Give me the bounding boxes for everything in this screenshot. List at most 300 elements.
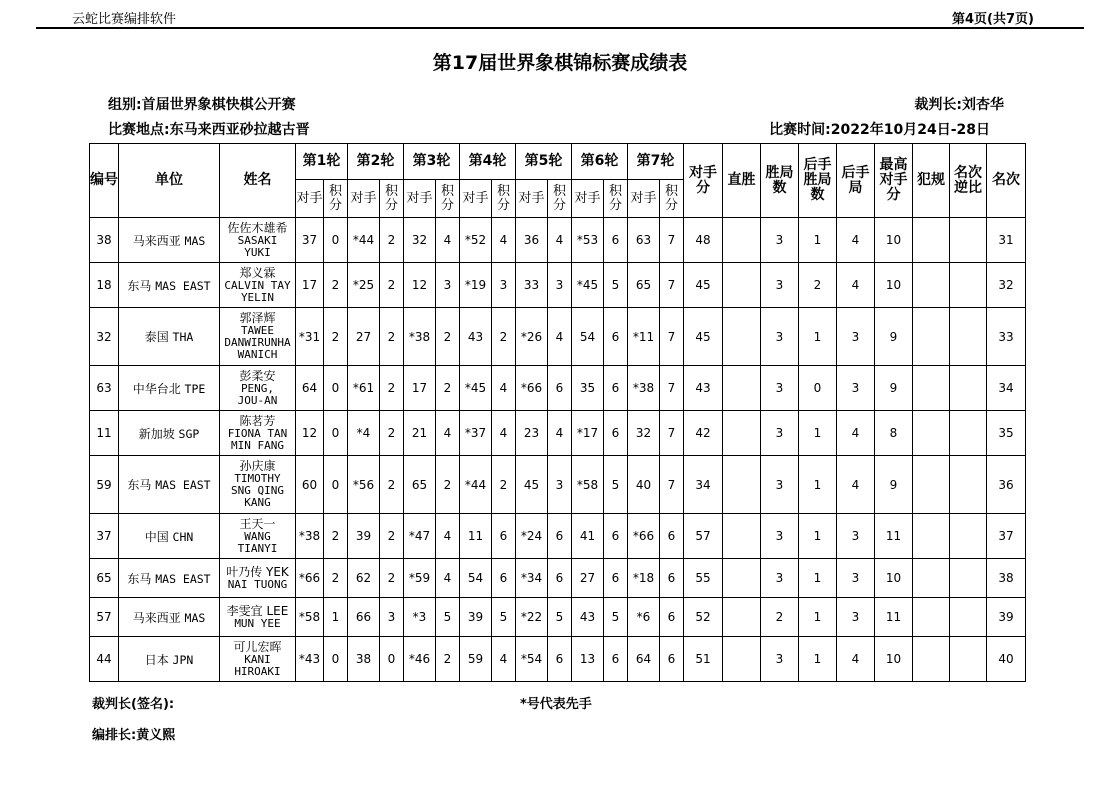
cell-round-points: 6: [660, 559, 684, 598]
cell-round-points: 2: [380, 218, 404, 263]
cell-round-points: 2: [324, 263, 348, 308]
cell-round-opponent: *26: [516, 308, 548, 366]
cell-name: [220, 637, 296, 682]
cell-max-opp: 10: [875, 263, 913, 308]
player-name-en: KANI: [244, 652, 271, 666]
cell-name: [220, 598, 296, 637]
player-name-cn: 陈茗芳: [239, 413, 276, 428]
player-name-en: FIONA TAN: [227, 426, 288, 440]
cell-round-points: 6: [604, 308, 628, 366]
cell-round-opponent: 39: [348, 514, 380, 559]
cell-unit: [119, 218, 220, 263]
col-header-opp: 对手: [348, 180, 380, 218]
col-header-pts: 积分: [324, 180, 348, 218]
col-header-foul: 犯规: [913, 144, 950, 218]
cell-round-opponent: *43: [296, 637, 324, 682]
cell-rank: 33: [987, 308, 1026, 366]
cell-name: [220, 218, 296, 263]
cell-round-points: 6: [604, 514, 628, 559]
unit-code: MAS: [184, 610, 206, 625]
cell-round-opponent: 65: [628, 263, 660, 308]
player-name-en: YELIN: [240, 290, 275, 304]
cell-foul: [913, 366, 950, 411]
cell-round-opponent: *38: [628, 366, 660, 411]
cell-round-points: 5: [436, 598, 460, 637]
cell-round-points: 4: [436, 559, 460, 598]
cell-black-games: 4: [837, 456, 875, 514]
results-body: [90, 218, 1026, 682]
cell-direct: [723, 637, 761, 682]
cell-opp-score: 57: [684, 514, 723, 559]
unit-cn: 东马: [127, 278, 152, 293]
unit-code: TPE: [184, 381, 206, 396]
col-header-opp: 对手: [296, 180, 324, 218]
cell-round-opponent: *19: [460, 263, 492, 308]
cell-round-opponent: *66: [296, 559, 324, 598]
player-name-cn: 叶乃传 YEK: [226, 564, 289, 579]
cell-max-opp: 10: [875, 559, 913, 598]
col-header-name: 姓名: [220, 144, 296, 218]
cell-round-points: 5: [604, 456, 628, 514]
cell-wins: 3: [761, 411, 799, 456]
cell-round-opponent: *24: [516, 514, 548, 559]
cell-round-opponent: 54: [460, 559, 492, 598]
unit-code: THA: [172, 330, 194, 344]
cell-round-points: 2: [492, 308, 516, 366]
cell-unit: [119, 366, 220, 411]
cell-unit: [119, 598, 220, 637]
cell-black-games: 4: [837, 637, 875, 682]
col-header-round-4: 第4轮: [460, 144, 516, 180]
cell-round-opponent: 62: [348, 559, 380, 598]
cell-round-opponent: *18: [628, 559, 660, 598]
cell-opp-score: 52: [684, 598, 723, 637]
unit-cn: 中华台北: [132, 381, 181, 396]
cell-wins: 3: [761, 308, 799, 366]
cell-round-opponent: *37: [460, 411, 492, 456]
cell-round-points: 0: [324, 218, 348, 263]
cell-round-points: 5: [548, 598, 572, 637]
cell-black-wins: 1: [799, 218, 837, 263]
cell-round-points: 3: [548, 263, 572, 308]
cell-black-wins: 1: [799, 559, 837, 598]
cell-round-points: 6: [604, 411, 628, 456]
software-name: 云蛇比赛编排软件: [72, 12, 177, 27]
cell-round-points: 2: [324, 308, 348, 366]
col-header-pts: 积分: [492, 180, 516, 218]
col-header-round-2: 第2轮: [348, 144, 404, 180]
cell-round-opponent: 40: [628, 456, 660, 514]
cell-round-opponent: 35: [572, 366, 604, 411]
cell-foul: [913, 598, 950, 637]
cell-round-opponent: *53: [572, 218, 604, 263]
cell-round-opponent: *47: [404, 514, 436, 559]
player-name-cn: 李雯宜 LEE: [226, 603, 289, 618]
cell-round-opponent: *17: [572, 411, 604, 456]
cell-round-points: 0: [324, 366, 348, 411]
player-name-en: NAI TUONG: [227, 577, 288, 591]
cell-round-points: 2: [436, 366, 460, 411]
cell-round-opponent: *66: [516, 366, 548, 411]
cell-max-opp: 10: [875, 637, 913, 682]
col-header-max-opp: 最高对手分: [875, 144, 913, 218]
cell-opp-score: 51: [684, 637, 723, 682]
cell-foul: [913, 637, 950, 682]
cell-black-games: 4: [837, 218, 875, 263]
cell-round-points: 6: [548, 559, 572, 598]
unit-cn: 中国: [144, 529, 169, 544]
player-name-cn: 可儿宏晖: [233, 639, 282, 654]
cell-wins: 3: [761, 366, 799, 411]
cell-rank-rev: [950, 263, 987, 308]
cell-wins: 2: [761, 598, 799, 637]
results-table: [89, 143, 1026, 682]
cell-round-points: 2: [380, 514, 404, 559]
col-header-pts: 积分: [660, 180, 684, 218]
cell-direct: [723, 559, 761, 598]
player-name-en: TIMOTHY: [234, 472, 281, 485]
table-row: [90, 308, 1026, 366]
cell-round-opponent: *66: [628, 514, 660, 559]
cell-round-points: 4: [436, 411, 460, 456]
cell-direct: [723, 514, 761, 559]
cell-round-points: 4: [548, 308, 572, 366]
cell-rank: 34: [987, 366, 1026, 411]
cell-name: [220, 456, 296, 514]
cell-max-opp: 9: [875, 308, 913, 366]
cell-round-opponent: *38: [296, 514, 324, 559]
cell-round-opponent: 13: [572, 637, 604, 682]
cell-opp-score: 55: [684, 559, 723, 598]
cell-black-games: 3: [837, 514, 875, 559]
cell-opp-score: 45: [684, 263, 723, 308]
col-header-round-7: 第7轮: [628, 144, 684, 180]
player-name-en: KANG: [244, 496, 271, 509]
cell-round-points: 1: [324, 598, 348, 637]
cell-wins: 3: [761, 218, 799, 263]
group-label: 组别:首届世界象棋快棋公开赛: [108, 97, 296, 113]
cell-round-points: 2: [324, 514, 348, 559]
cell-round-opponent: 33: [516, 263, 548, 308]
venue-label: 比赛地点:东马来西亚砂拉越古晋: [108, 122, 310, 138]
cell-unit: [119, 308, 220, 366]
cell-round-points: 7: [660, 366, 684, 411]
cell-max-opp: 8: [875, 411, 913, 456]
player-name-en: JOU-AN: [237, 393, 278, 407]
cell-round-opponent: *25: [348, 263, 380, 308]
cell-round-points: 6: [492, 514, 516, 559]
referee-label: 裁判长:刘杏华: [914, 97, 1004, 113]
cell-direct: [723, 218, 761, 263]
cell-round-opponent: 27: [348, 308, 380, 366]
cell-round-points: 5: [604, 263, 628, 308]
header-divider: [36, 27, 1084, 29]
col-header-opp: 对手: [404, 180, 436, 218]
col-header-round-3: 第3轮: [404, 144, 460, 180]
cell-direct: [723, 263, 761, 308]
cell-wins: 3: [761, 559, 799, 598]
cell-name: [220, 308, 296, 366]
cell-no: 44: [90, 637, 119, 682]
cell-round-opponent: 45: [516, 456, 548, 514]
cell-round-points: 2: [380, 456, 404, 514]
cell-no: 37: [90, 514, 119, 559]
cell-rank-rev: [950, 456, 987, 514]
cell-rank: 32: [987, 263, 1026, 308]
cell-round-points: 7: [660, 456, 684, 514]
cell-round-opponent: 37: [296, 218, 324, 263]
cell-max-opp: 11: [875, 598, 913, 637]
cell-round-points: 2: [436, 456, 460, 514]
cell-round-points: 2: [436, 637, 460, 682]
cell-round-opponent: 66: [348, 598, 380, 637]
cell-round-opponent: *6: [628, 598, 660, 637]
player-name-cn: 郭泽辉: [239, 311, 276, 325]
cell-opp-score: 43: [684, 366, 723, 411]
cell-round-points: 4: [436, 514, 460, 559]
cell-rank-rev: [950, 366, 987, 411]
cell-wins: 3: [761, 263, 799, 308]
cell-wins: 3: [761, 514, 799, 559]
cell-max-opp: 11: [875, 514, 913, 559]
cell-round-opponent: *58: [572, 456, 604, 514]
cell-black-wins: 1: [799, 598, 837, 637]
cell-no: 65: [90, 559, 119, 598]
cell-round-points: 2: [380, 411, 404, 456]
cell-unit: [119, 411, 220, 456]
cell-round-points: 5: [492, 598, 516, 637]
cell-round-points: 6: [604, 637, 628, 682]
cell-round-opponent: *52: [460, 218, 492, 263]
cell-round-opponent: 17: [404, 366, 436, 411]
page-title: 第17届世界象棋锦标赛成绩表: [432, 52, 688, 74]
cell-foul: [913, 514, 950, 559]
cell-black-wins: 1: [799, 456, 837, 514]
col-header-no: 编号: [90, 144, 119, 218]
cell-direct: [723, 366, 761, 411]
cell-rank: 38: [987, 559, 1026, 598]
cell-rank: 31: [987, 218, 1026, 263]
cell-rank: 37: [987, 514, 1026, 559]
cell-unit: [119, 263, 220, 308]
col-header-pts: 积分: [548, 180, 572, 218]
cell-black-wins: 1: [799, 514, 837, 559]
cell-round-opponent: *22: [516, 598, 548, 637]
cell-round-opponent: *44: [348, 218, 380, 263]
table-row: [90, 411, 1026, 456]
cell-round-points: 6: [604, 366, 628, 411]
cell-black-wins: 0: [799, 366, 837, 411]
cell-round-opponent: 11: [460, 514, 492, 559]
cell-round-opponent: 32: [628, 411, 660, 456]
cell-name: [220, 559, 296, 598]
unit-code: MAS EAST: [155, 478, 211, 492]
table-row: [90, 366, 1026, 411]
cell-direct: [723, 411, 761, 456]
cell-round-opponent: 43: [572, 598, 604, 637]
cell-round-points: 6: [548, 637, 572, 682]
cell-black-games: 3: [837, 559, 875, 598]
col-header-pts: 积分: [436, 180, 460, 218]
cell-rank: 36: [987, 456, 1026, 514]
cell-round-points: 2: [324, 559, 348, 598]
cell-unit: [119, 559, 220, 598]
unit-cn: 马来西亚: [132, 233, 181, 248]
cell-round-points: 2: [436, 308, 460, 366]
cell-no: 32: [90, 308, 119, 366]
cell-foul: [913, 411, 950, 456]
table-row: [90, 263, 1026, 308]
player-name-en: TAWEE: [240, 324, 275, 337]
cell-name: [220, 366, 296, 411]
cell-name: [220, 411, 296, 456]
unit-code: MAS EAST: [155, 278, 211, 293]
cell-round-points: 3: [436, 263, 460, 308]
cell-round-opponent: 12: [404, 263, 436, 308]
cell-round-points: 6: [604, 218, 628, 263]
match-time-label: 比赛时间:2022年10月24日-28日: [769, 122, 990, 138]
cell-round-opponent: 64: [628, 637, 660, 682]
col-header-wins: 胜局数: [761, 144, 799, 218]
player-name-en: SNG QING: [231, 484, 284, 497]
cell-round-opponent: *38: [404, 308, 436, 366]
cell-name: [220, 263, 296, 308]
col-header-opp: 对手: [516, 180, 548, 218]
player-name-en: CALVIN TAY: [224, 278, 291, 292]
cell-max-opp: 9: [875, 366, 913, 411]
table-row: [90, 514, 1026, 559]
cell-round-opponent: 60: [296, 456, 324, 514]
cell-direct: [723, 308, 761, 366]
cell-round-opponent: 36: [516, 218, 548, 263]
cell-round-opponent: 54: [572, 308, 604, 366]
arranger-label: 编排长:黄义熙: [92, 728, 176, 743]
col-header-direct: 直胜: [723, 144, 761, 218]
col-header-round-5: 第5轮: [516, 144, 572, 180]
cell-unit: [119, 514, 220, 559]
cell-no: 18: [90, 263, 119, 308]
cell-round-points: 4: [548, 411, 572, 456]
cell-rank-rev: [950, 559, 987, 598]
col-header-rank: 名次: [987, 144, 1026, 218]
cell-round-opponent: 23: [516, 411, 548, 456]
cell-black-games: 3: [837, 366, 875, 411]
cell-round-opponent: *54: [516, 637, 548, 682]
cell-black-wins: 1: [799, 637, 837, 682]
table-row: [90, 598, 1026, 637]
cell-foul: [913, 456, 950, 514]
cell-round-opponent: 12: [296, 411, 324, 456]
cell-round-points: 2: [380, 263, 404, 308]
unit-cn: 泰国: [144, 330, 169, 344]
player-name-en: SASAKI: [237, 233, 278, 247]
col-header-opp-score: 对手分: [684, 144, 723, 218]
cell-max-opp: 10: [875, 218, 913, 263]
player-name-en: MUN YEE: [234, 616, 281, 630]
cell-round-opponent: *11: [628, 308, 660, 366]
cell-no: 63: [90, 366, 119, 411]
col-header-rank-rev: 名次逆比: [950, 144, 987, 218]
cell-foul: [913, 308, 950, 366]
cell-round-opponent: 39: [460, 598, 492, 637]
cell-black-wins: 1: [799, 308, 837, 366]
cell-round-points: 0: [380, 637, 404, 682]
chief-signature-label: 裁判长(签名):: [92, 697, 175, 712]
col-header-pts: 积分: [380, 180, 404, 218]
cell-opp-score: 34: [684, 456, 723, 514]
cell-opp-score: 42: [684, 411, 723, 456]
unit-cn: 东马: [127, 478, 152, 492]
col-header-pts: 积分: [604, 180, 628, 218]
cell-round-opponent: 41: [572, 514, 604, 559]
cell-opp-score: 45: [684, 308, 723, 366]
cell-round-points: 4: [492, 218, 516, 263]
cell-name: [220, 514, 296, 559]
cell-no: 57: [90, 598, 119, 637]
cell-rank-rev: [950, 411, 987, 456]
cell-round-points: 7: [660, 411, 684, 456]
page-indicator: 第4页(共7页): [952, 12, 1034, 27]
cell-rank: 40: [987, 637, 1026, 682]
col-header-opp: 对手: [572, 180, 604, 218]
player-name-en: YUKI: [244, 245, 271, 259]
cell-round-points: 7: [660, 218, 684, 263]
cell-unit: [119, 637, 220, 682]
cell-direct: [723, 598, 761, 637]
cell-round-points: 3: [492, 263, 516, 308]
col-header-black-games: 后手局: [837, 144, 875, 218]
table-row: [90, 218, 1026, 263]
cell-round-opponent: *3: [404, 598, 436, 637]
cell-no: 11: [90, 411, 119, 456]
cell-round-points: 6: [604, 559, 628, 598]
cell-rank-rev: [950, 218, 987, 263]
cell-unit: [119, 456, 220, 514]
col-header-round-6: 第6轮: [572, 144, 628, 180]
header-row-rounds: [90, 144, 1026, 180]
cell-round-opponent: 65: [404, 456, 436, 514]
cell-rank: 35: [987, 411, 1026, 456]
cell-round-points: 6: [492, 559, 516, 598]
cell-opp-score: 48: [684, 218, 723, 263]
cell-round-opponent: *56: [348, 456, 380, 514]
cell-round-points: 0: [324, 411, 348, 456]
cell-round-points: 2: [492, 456, 516, 514]
first-move-note: *号代表先手: [520, 697, 592, 712]
cell-round-points: 0: [324, 456, 348, 514]
cell-round-points: 6: [660, 598, 684, 637]
cell-round-opponent: *58: [296, 598, 324, 637]
cell-round-opponent: 27: [572, 559, 604, 598]
cell-rank-rev: [950, 514, 987, 559]
table-row: [90, 637, 1026, 682]
cell-round-opponent: *34: [516, 559, 548, 598]
cell-black-games: 3: [837, 598, 875, 637]
player-name-en: DANWIRUNHA: [224, 336, 291, 349]
player-name-en: HIROAKI: [234, 664, 281, 678]
col-header-opp: 对手: [460, 180, 492, 218]
cell-black-wins: 1: [799, 411, 837, 456]
player-name-en: WANG: [244, 529, 271, 543]
cell-round-points: 5: [604, 598, 628, 637]
cell-round-points: 3: [548, 456, 572, 514]
cell-no: 38: [90, 218, 119, 263]
cell-round-opponent: *45: [572, 263, 604, 308]
col-header-opp: 对手: [628, 180, 660, 218]
cell-foul: [913, 263, 950, 308]
player-name-cn: 王天一: [239, 516, 276, 531]
player-name-en: TIANYI: [237, 541, 278, 555]
